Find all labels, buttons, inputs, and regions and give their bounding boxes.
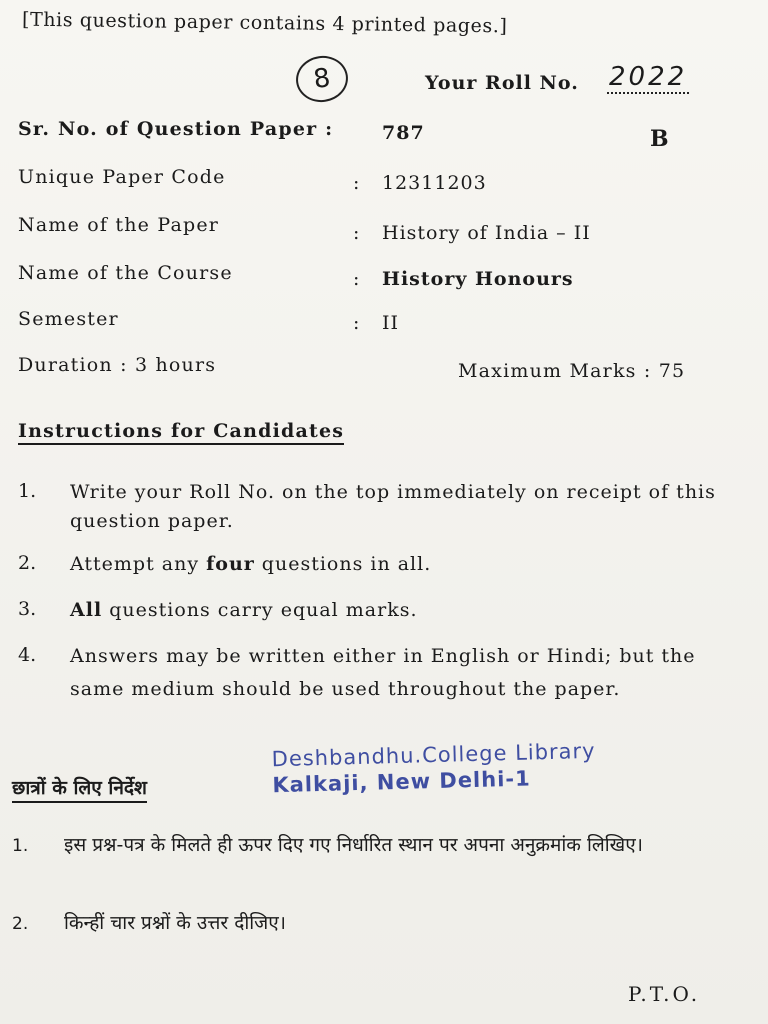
duration: Duration : 3 hours bbox=[18, 354, 217, 376]
semester-label: Semester bbox=[18, 308, 119, 330]
semester-colon: : bbox=[353, 312, 360, 334]
roll-number-value: 2022 bbox=[609, 62, 688, 92]
serial-number-label: Sr. No. of Question Paper : bbox=[18, 118, 334, 140]
stamp-line-2: Kalkaji, New Delhi-1 bbox=[272, 766, 531, 798]
instruction-emphasis: four bbox=[206, 553, 255, 575]
instruction-number: 4. bbox=[18, 644, 37, 666]
page-turn-over: P.T.O. bbox=[628, 982, 701, 1006]
roll-number-label: Your Roll No. bbox=[425, 72, 579, 94]
instruction-text: Attempt any bbox=[70, 553, 207, 575]
maximum-marks: Maximum Marks : 75 bbox=[458, 360, 686, 382]
hindi-instruction-number: 2. bbox=[12, 914, 29, 934]
paper-code-colon: : bbox=[353, 172, 360, 194]
paper-name-value: History of India – II bbox=[382, 222, 591, 244]
paper-code-label: Unique Paper Code bbox=[18, 166, 226, 188]
hindi-instruction-item: किन्हीं चार प्रश्नों के उत्तर दीजिए। bbox=[64, 912, 286, 934]
instruction-emphasis: All bbox=[70, 599, 103, 621]
instruction-number: 2. bbox=[18, 552, 37, 574]
paper-code-value: 12311203 bbox=[382, 172, 487, 194]
course-name-label: Name of the Course bbox=[18, 262, 233, 284]
instruction-text: questions in all. bbox=[254, 553, 432, 575]
course-name-value: History Honours bbox=[382, 268, 574, 290]
instruction-number: 3. bbox=[18, 598, 37, 620]
stamp-line-1: Deshbandhu.College Library bbox=[271, 738, 596, 772]
course-name-colon: : bbox=[353, 268, 360, 290]
serial-number-value: 787 bbox=[382, 122, 425, 144]
instructions-heading: Instructions for Candidates bbox=[18, 420, 344, 445]
circled-number-text: 8 bbox=[311, 62, 333, 96]
instruction-item: Answers may be written either in English or Hindi; but the same medium should be used throughout the paper. bbox=[70, 645, 696, 700]
paper-name-colon: : bbox=[353, 222, 360, 244]
instruction-item: Write your Roll No. on the top immediately on receipt of this question paper. bbox=[70, 481, 716, 532]
set-letter: B bbox=[650, 126, 669, 152]
paper-name-label: Name of the Paper bbox=[18, 214, 220, 236]
circled-number bbox=[293, 53, 351, 106]
hindi-instruction-number: 1. bbox=[12, 836, 29, 856]
instruction-item bbox=[70, 550, 720, 579]
library-stamp bbox=[271, 738, 596, 798]
hindi-instructions-heading: छात्रों के लिए निर्देश bbox=[12, 774, 147, 803]
semester-value: II bbox=[382, 312, 400, 334]
instruction-item bbox=[70, 596, 720, 625]
instruction-text: questions carry equal marks. bbox=[102, 599, 418, 621]
instruction-number: 1. bbox=[18, 480, 37, 502]
pages-note: [This question paper contains 4 printed pages.] bbox=[21, 8, 508, 38]
hindi-instruction-item: इस प्रश्न-पत्र के मिलते ही ऊपर दिए गए निर्धारित स्थान पर अपना अनुक्रमांक लिखिए। bbox=[64, 834, 643, 856]
